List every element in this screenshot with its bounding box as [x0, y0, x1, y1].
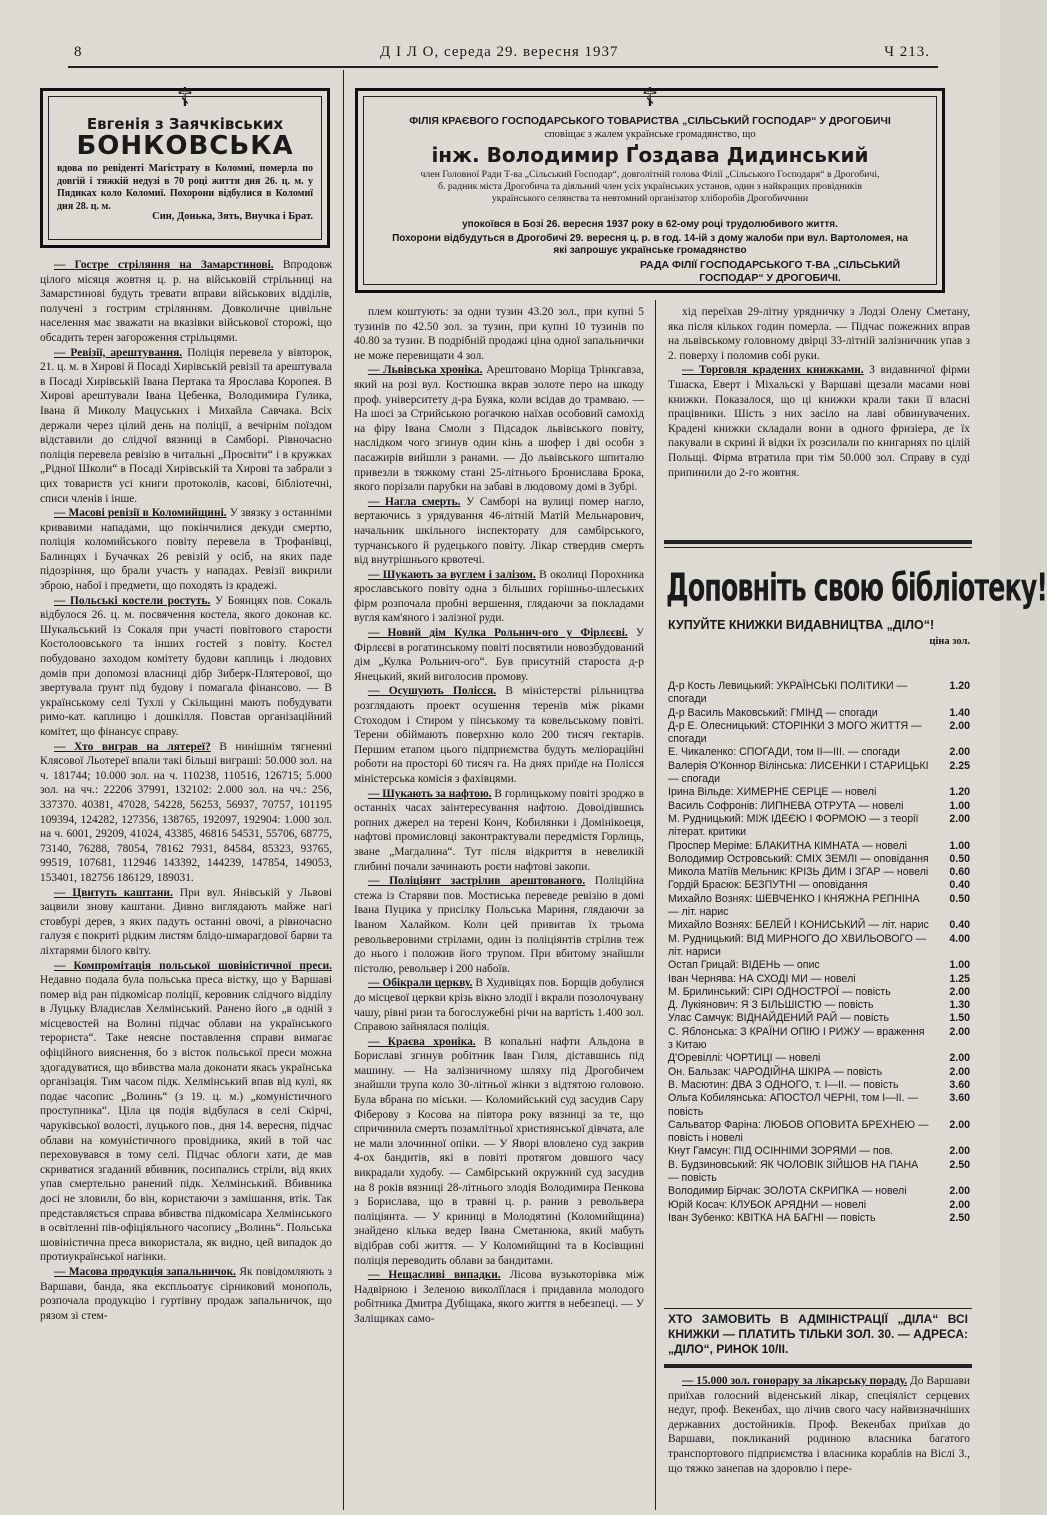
news-item: [354, 684, 644, 786]
masthead: Д І Л О,: [380, 44, 440, 60]
book-title: Іван Зубенко: КВІТКА НА БАГНІ — повість: [668, 1211, 876, 1224]
news-headline: — Краєва хроніка.: [368, 1035, 476, 1048]
news-body: Поліція перевела у вівторок, 21. ц. м. в Хирові й Посаді Хирівській ревізії та арештувала в Посаді Хирівській Івана Пертака та Ярослава Коропея. В Хирові арештували Івана Цебенка, Володимира Гулика, Івана й Миколу Мацуських і Михайла Савчака. Всіх держали через цілий день на поліції, а вечірнім поїздом відставили до слідчої вязниці в Самборі. Рівночасно поліція перевела ревізію в читальні „Просвіти“ і в кружках „Рідної Школи“ в Посаді Хирівській та Хирові та забрали з цих товариств усі книги протоколів, касові, бібліотечні, списи членів і інше.: [40, 346, 332, 505]
obituary-announce-line: сповіщає з жалем українське громадянство, що: [544, 129, 756, 140]
book-title: Улас Самчук: ВІДНАЙДЕНИЙ РАЙ — повість: [668, 1012, 889, 1025]
book-price: 2.00: [949, 1185, 970, 1198]
news-body: Поліційна стежа із Старяви пов. Мостиська переведе ревізію в домі Івана Пуцика у присілку Польська Мариня, глядаючи за Іваном Халайком. Коли цей привитав їх трьома револьверовими стрілами, один із поліціянтів стрілив теж до нього і положив його трупом. При вбитому знайшли пістолю, револьвер і 200 набоїв.: [354, 875, 644, 975]
book-price: 0.40: [949, 879, 970, 892]
obituary-signed: Син, Донька, Зять, Внучка і Брат.: [152, 211, 313, 222]
news-headline: — Осушують Полісся.: [368, 685, 497, 698]
news-column-2: [354, 305, 644, 1508]
book-entry: [668, 707, 970, 720]
ad-subtitle: КУПУЙТЕ КНИЖКИ ВИДАВНИЦТВА „ДІЛО“!: [668, 618, 935, 632]
news-body: Лісова вузькоторівка між Надвірною і Зеленою виколїїлася і придавила молодого робітника Дмитра Дубіщака, якого життя в небезпеці. — У Заліщиках само-: [354, 1269, 644, 1325]
news-body: В міністерстві рільництва розглядають проект осушення теренів між ріками Стоходом і Стиром у пінському та ковельському повіті. Терени обіймають поверхню коло 200 тисяч гектарів. Першим етапом цього підприємства будуть меліораційні роботи на просторі 60 тисяч га. На днях приїде на Полісся міністерська комісія з фахівцями.: [354, 685, 644, 785]
book-title: Валерія О'Коннор Вілінська: ЛИСЕНКИ І СТАРИЦЬКІ — спогади: [668, 759, 929, 786]
news-body: До Варшави приїхав голосний віденський лікар, спеціяліст серцевих недуг, проф. Векенбах, що лічив свого часу найвизначніших державних достойників. Проф. Векенбах приїхав до Варшави, покликаний родиною власника багатого транспортового підприємства і власника кораблів на Віслі З., що тяжко занепав на здоровлю і пере-: [668, 1375, 971, 1475]
news-headline: — Хто виграв на лятереї?: [54, 740, 211, 753]
news-item: [40, 886, 332, 959]
book-title: С. Яблонська: З КРАЇНИ ОПІЮ І РИЖУ — враження з Китаю: [668, 1025, 925, 1052]
book-title: Д-р Василь Маковський: ГМІНД — спогади: [668, 706, 878, 719]
book-entry: [668, 760, 970, 787]
news-headline: — Компромітація польської шовіністичної преси.: [54, 959, 332, 972]
page-number: 8: [74, 44, 83, 60]
news-headline: — Масова продукція запальничок.: [54, 1265, 236, 1278]
news-body: Арештовано Моріца Трінкгавза, який на розі вул. Костюшка вкрав золоте перо на шкоду проф. університету д-ра Буяка, коли всідав до трамваю. — На шосі за Стрийською рогачкою наїхав особовий самохід на фіру Івана Смоли з Підсадок львівського повіту, наслідком чого згинув один кінь а шофер і дві особи з пасажирів вийшли з ранами. — До львівського шпиталю привезли в тяжкому стані 25-літнього Бронислава Брока, якого порізали парубки на забаві в людовому домі в Зубрі.: [354, 364, 644, 494]
book-title: Кнут Гамсун: ПІД ОСІННІМИ ЗОРЯМИ — пов.: [668, 1145, 894, 1158]
news-body: хід переїхав 29-літну урядничку з Лодзі Олену Сметану, яка після кількох годин померла. — Підчас пожежних вправ на львівському головному двірці 33-літній залізничник упав з 2. поверху і поломив собі руки.: [668, 306, 970, 362]
news-body: Впродовж цілого місяця жовтня ц. р. на військовій стрільниці на Замарстинові будуть тревати вправи військових відділів, получені з гострим стрілянням. Довколичне цивільне населення має зважати на вказівки військової сторожі, що обсадить терен загороження стрільцями.: [40, 259, 332, 344]
obituary-biography: член Головної Ради Т-ва „Сільський Господар“, довголітній голова Філії „Сільського Господаря“ в Дрогобичі, б. радник міста Дрогобича та діяльний член усіх українських установ, один з найкращих провідників українського селянства та невтомний організатор хліборобів Дрогобиччини: [420, 169, 880, 204]
book-price: 2.00: [949, 1118, 970, 1131]
book-entry: [668, 973, 970, 986]
book-price: 1.20: [949, 680, 970, 692]
book-entry: [668, 959, 970, 972]
obituary-name-line2: БОНКОВСЬКА: [76, 131, 294, 161]
obituary-bonkovska: [40, 83, 330, 248]
obituary-deceased-name: інж. Володимир Ґоздава Дидинський: [431, 143, 869, 167]
book-entry: [668, 1145, 970, 1158]
news-item: [40, 594, 332, 740]
news-item: [40, 740, 332, 886]
obituary-name-line1: Евгенія з Заячківських: [86, 115, 284, 133]
column-rule-1: [343, 70, 344, 1510]
book-title: Михайло Вознях: ШЕВЧЕНКО І КНЯЖНА РЕПНІНА — літ. нарис: [668, 892, 920, 919]
book-price: 2.00: [949, 1052, 970, 1065]
news-item: [354, 305, 644, 363]
book-price: 1.25: [949, 972, 970, 985]
book-list: [668, 680, 970, 1225]
book-title: Сальватор Фаріна: ЛЮБОВ ОПОВИТА БРЕХНЕЮ — повість і новелі: [668, 1118, 929, 1145]
book-entry: [668, 813, 970, 840]
book-entry: [668, 1199, 970, 1212]
news-body: При вул. Янівській у Львові зацвили знову каштани. Дивно виглядають майже нагі стовбурі дерев, з яких падуть останні овочі, а рівночасно галузя є покриті рідким листям блідо-шмарагдової барви та ліхтарями білого квіту.: [40, 886, 333, 957]
book-price: 2.00: [949, 812, 970, 825]
issue-number: Ч 213.: [884, 44, 930, 60]
news-headline: — Польські костели ростуть.: [54, 594, 211, 607]
book-title: Он. Бальзак: ЧАРОДІЙНА ШКІРА — повість: [668, 1065, 883, 1078]
news-column-1: [40, 258, 332, 1508]
book-price: 3.60: [949, 1078, 970, 1091]
column-rule-2: [655, 300, 656, 1510]
news-body: В горлицькому повіті зроджо в останніх часах заінтересування нафтою. Довоідівшись ропних джерел на терені Конч, Кобилянки і Домінікоеця, нафтові промисловці законтрактували передмістя Горлиць, зване „Магдалина“. Тут після відкриття в невеликій глибині почали зачинають роєти нафтові закопи.: [354, 787, 644, 873]
book-entry: [668, 893, 970, 920]
masthead-date: [380, 44, 619, 61]
news-body: У звязку з останніми кривавими нападами, що покінчилися декуди смертю, поліція коломийського повіту перевела в Трофанівці, Балинцях і Бучачках 26 ревізій у осіб, на яких паде підозріння, що брали участь у нападах. Ревізії викрили зброю, набої і предмети, що походять із крадежі.: [40, 507, 332, 593]
book-title: Михайло Вознях: БЕЛЕЙ І КОНИСЬКИЙ — літ. нарис: [668, 919, 929, 932]
news-headline: — Поліціянт застрілив арештованого.: [368, 875, 586, 888]
book-title: М. Рудницький: ВІД МИРНОГО ДО ХВИЛЬОВОГО — літ. нариси: [668, 932, 927, 958]
book-entry: [668, 840, 970, 853]
obituary-text: вдова по ревіденті Магістрату в Коломиї, померла по довгій і тяжкій недузі в 70 році життя дня 26. ц. м. у Пядиках коло Коломиї. Похорони відбулися в Коломиї дня 28. ц. м.: [57, 163, 313, 212]
news-headline: — Львівська хроніка.: [368, 364, 483, 377]
book-price: 0.50: [949, 892, 970, 905]
news-headline: — Обікрали церкву.: [368, 977, 473, 990]
news-item: [668, 1374, 970, 1476]
book-title: Володимир Бірчак: ЗОЛОТА СКРИПКА — новелі: [668, 1185, 907, 1198]
book-title: Д. Лукіянович: Я З БІЛЬШІСТЮ — повість: [668, 999, 874, 1012]
news-item: [354, 1268, 644, 1326]
book-title: Остап Грицай: ВІДЕНЬ — опис: [668, 959, 820, 972]
news-item: [668, 305, 970, 363]
book-price: 2.00: [949, 985, 970, 998]
book-price: 3.60: [949, 1092, 970, 1105]
book-price: 1.20: [949, 786, 970, 799]
book-title: Е. Чикаленко: СПОГАДИ, том II—III. — спогади: [668, 746, 900, 759]
book-title: В. Будзиновський: ЯК ЧОЛОВІК ЗІЙШОВ НА ПАНА — повість: [668, 1158, 919, 1184]
news-item: [354, 495, 644, 568]
news-item: [354, 787, 644, 875]
book-entry: [668, 1092, 970, 1119]
book-price: 2.25: [949, 759, 970, 772]
ad-title: Доповніть свою бібліотеку!: [666, 566, 1047, 611]
book-entry: [668, 786, 970, 799]
news-headline: — Гостре стріляння на Замарстинові.: [54, 259, 274, 271]
obituary-dydynsky: [355, 83, 945, 293]
book-title: Проспер Меріме: БЛАКИТНА КІМНАТА — новелі: [668, 839, 908, 852]
book-entry: [668, 1026, 970, 1053]
book-price: 1.40: [949, 706, 970, 719]
news-body: З видавничої фірми Тшаска, Еверт і Міхальскі у Варшаві щезали масами нові книжки. Показалося, що ці книжки крали таки її власні працівники. Шість з них засіло на лаві обвинувачених. Крадені книжки складали вони в одного фризіера, де їх пакували в скрині й відки їх розсилали по книгарнях по цілій Польщі. Фірма втратила при тім 50.000 зол. Справу в суді припинили до 2-го жовтня.: [668, 364, 971, 479]
news-column-3-bottom: [668, 1374, 970, 1509]
news-item: [40, 1265, 332, 1323]
book-entry: [668, 1079, 970, 1092]
news-headline: — Цвитуть каштани.: [54, 886, 173, 899]
book-title: В. Масютин: ДВА З ОДНОГО, т. I—II. — повість: [668, 1078, 899, 1091]
ad-price-header: ціна зол.: [929, 636, 970, 647]
news-item: [40, 959, 332, 1265]
book-price: 1.00: [949, 799, 970, 812]
news-item: [354, 568, 644, 626]
issue-date: середа 29. вересня 1937: [443, 44, 619, 60]
obituary-org-line: ФІЛІЯ КРАЄВОГО ГОСПОДАРСЬКОГО ТОВАРИСТВА „СІЛЬСЬКИЙ ГОСПОДАР“ У ДРОГОБИЧІ: [409, 115, 891, 127]
book-price: 2.00: [949, 1065, 970, 1078]
news-item: [40, 506, 332, 594]
ad-footer: ХТО ЗАМОВИТЬ В АДМІНІСТРАЦІЇ „ДІЛА“ ВСІ КНИЖКИ — ПЛАТИТЬ ТІЛЬКИ ЗОЛ. 30. — АДРЕСА: „ДІЛО“, РИНОК 10/II.: [668, 1312, 968, 1356]
news-body: В нинішнім тягненні Клясової Льотереї впали такі більші виграші: 50.000 зол. на ч. 181744; 10.000 зол. на ч. 110238, 110516, 126715; 5.000 зол. на чч.: 22206 37991, 132102: 2.000 зол. на чч.: 256, 337370. 40381, 47028, 54228, 56253, 56937, 70757, 101195 109394, 124282, 127356, 138765, 192097, 192904: 1.000 зол. на ч. 6001, 29209, 41024, 43385, 46816 54531, 55706, 68775, 73140, 76288, 78054, 78162 7931, 84584, 85323, 93765, 99519, 107681, 112946 143392, 144239, 147854, 149053, 153401, 182756 186129, 189031.: [40, 740, 332, 884]
news-body: В копальні нафти Альдона в Бориславі згинув робітник Іван Гиля, діставшись під машину. — На залізничному шляху під Дрогобичем знайшли трупа коло 30-літньої жінки з відтятою головою. Була вбрана по міськи. — Коломийський суд засудив Сару Фіберову з Косова на півтора року вязниці за те, що спричинила смерть позамлітньої християнської дівчата, але не мали злочинної опіки. — У Яворі вловлено суд закрив 4-ох бандитів, які в повіті протягом довшого часу викрадали худобу. — Самбірський окружний суд засудив на 8 років вязниці 28-літнього злодія Володимира Пенкова з Борислава, що в травні ц. р. ранив з револьвера поліціянта. — У криниці в Молодятині (Коломийщина) знайдено кілька ведер Івана Сметанюка, який мабуть відібрав собі життя. — У Коломийщині та в Косівщині поліція переводить облави за бандитами.: [354, 1035, 645, 1267]
book-title: Микола Матіїв Мельник: КРІЗЬ ДИМ І ЗГАР — новелі: [668, 866, 929, 879]
news-item: [354, 626, 644, 684]
news-item: [354, 1035, 644, 1269]
book-title: Юрій Косач: КЛУБОК АРЯДНИ — новелі: [668, 1198, 867, 1211]
book-price: 1.30: [949, 999, 970, 1012]
news-headline: — Шукають за нафтою.: [368, 787, 492, 800]
news-column-3-top: [668, 305, 970, 535]
book-entry: [668, 1212, 970, 1225]
book-entry: [668, 866, 970, 879]
book-entry: [668, 1159, 970, 1186]
book-price: 0.50: [949, 852, 970, 865]
book-entry: [668, 999, 970, 1012]
book-price: 2.00: [949, 746, 970, 759]
obituary-funeral-line: Похорони відбудуться в Дрогобичі 29. вересня ц. р. в год. 14-ій з дому жалоби при вул. Вартоломея, на які запрошує українське громадянство: [392, 233, 908, 256]
news-headline: — Нагла смерть.: [368, 495, 461, 508]
news-headline: — Торговля крадених книжками.: [682, 364, 864, 377]
book-title: Ольга Кобилянська: АПОСТОЛ ЧЕРНІ, том I—II. — повість: [668, 1092, 919, 1118]
book-price: 0.40: [949, 919, 970, 932]
news-body: У Фірлєєві в рогатинському повіті посвятили новозбудований дім „Кулка Рольнич-ого“. Був присутній староста д-р Янецький, який виголосив промову.: [354, 627, 644, 683]
book-entry: [668, 853, 970, 866]
book-title: Ірина Вільде: ХИМЕРНЕ СЕРЦЕ — новелі: [668, 786, 877, 799]
book-price: 2.00: [949, 1198, 970, 1211]
news-headline: — Масові ревізії в Коломийщині.: [54, 507, 227, 520]
news-headline: — 15.000 зол. гонорару за лікарську пораду.: [682, 1375, 908, 1387]
book-entry: [668, 1185, 970, 1198]
book-price: 2.00: [949, 719, 970, 732]
book-entry: [668, 680, 970, 707]
book-price: 1.00: [949, 839, 970, 852]
book-price: 2.50: [949, 1211, 970, 1224]
book-title: Д-р Кость Левицький: УКРАЇНСЬКІ ПОЛІТИКИ — спогади: [668, 680, 908, 706]
book-title: М. Рудницький: МІЖ ІДЕЄЮ І ФОРМОЮ — з теорії літерат. критики: [668, 812, 919, 839]
book-price: 2.50: [949, 1158, 970, 1171]
book-entry: [668, 1066, 970, 1079]
news-body: У Самборі на вулиці помер нагло, вертаючись з урядування 46-літній Матій Мельнарович, начальник шкільного інспекторату для самбірського, турчанського й рудецького повіту. Лікар ствердив смерть від внутрішнього крвотечі.: [354, 495, 645, 567]
book-entry: [668, 933, 970, 960]
book-entry: [668, 1119, 970, 1146]
news-body: плем коштують: за одни тузин 43.20 зол., при купні 5 тузинів по 42.50 зол. за тузин, при купні 10 тузинів по 40.80 за тузин. В подрібній продажі ціна одної запальнички не може перевищати 4 зол.: [354, 306, 644, 362]
ad-rule-top: [664, 540, 972, 544]
header-rule: [68, 66, 938, 68]
book-title: Володимир Островський: СМІХ ЗЕМЛІ — оповідання: [668, 852, 929, 865]
news-headline: — Шукають за вуглем і залізом.: [368, 568, 536, 581]
book-entry: [668, 879, 970, 892]
book-title: Василь Софронів: ЛИПНЕВА ОТРУТА — новелі: [668, 799, 904, 812]
book-price: 2.00: [949, 1145, 970, 1158]
book-price: 0.60: [949, 866, 970, 879]
book-entry: [668, 919, 970, 932]
book-entry: [668, 986, 970, 999]
news-item: [40, 258, 332, 346]
news-item: [354, 363, 644, 494]
news-item: [40, 346, 332, 507]
news-item: [354, 874, 644, 976]
ad-rule-top-thin: [664, 547, 972, 548]
news-headline: — Ревізії, арештування.: [54, 346, 183, 359]
news-body: Як повідомляють з Варшави, банда, яка експльоатує сірниковий монополь, розпочала продукцію і гуртівну продаж запальничок, що рязом зі стем-: [40, 1265, 332, 1322]
ad-rule-bottom: [664, 1308, 972, 1309]
obituary-death-line: упокоївся в Бозі 26. вересня 1937 року в 62-ому році трудолюбивого життя.: [462, 219, 838, 230]
book-title: Іван Чернява: НА СХОДІ МИ — новелі: [668, 972, 856, 985]
book-entry: [668, 720, 970, 747]
book-price: 1.00: [949, 959, 970, 972]
book-entry: [668, 1012, 970, 1025]
orthodox-cross-icon: ☦: [641, 83, 659, 113]
news-body: У Боянцях пов. Сокаль відбулося 26. ц. м. посвячення костела, якого доконав кс. Шукальський із Сокаля при участі повітового старости Костолоовського та інших гостей з повіту. Костел побудовано заходом комітету будови каплиць і людових домів при допомозі власниці дібр Зиберк-Плятерової, що звертувала ґрунт під будову і помагала фінансово. — В українському селі Тухлі у Скільщині мають побудувати римо-кат. каплицю і дошкілля. Повстав організаційний комітет, що фінансує справу.: [40, 594, 332, 738]
book-title: М. Брилинський: СІРІ ОДНОСТРОЇ — повість: [668, 985, 891, 998]
book-price: 1.50: [949, 1012, 970, 1025]
book-title: Гордій Брасюк: БЕЗПУТНІ — оповідання: [668, 879, 868, 892]
news-item: [354, 976, 644, 1034]
news-headline: — Новий дім Кулка Рольнич-ого у Фірлєєві.: [368, 627, 628, 640]
page-header: [60, 44, 940, 68]
book-title: Д-р Е. Олесницький: СТОРІНКИ З МОГО ЖИТТЯ — спогади: [668, 719, 922, 746]
news-body: В околиці Порохника ярославського повіту одна з більших горішньо-шлеських фірм розпочала пробні вершення, глядаючи за покладами вугля кам'яного і залізної руди.: [354, 568, 644, 625]
book-entry: [668, 746, 970, 759]
book-price: 4.00: [949, 932, 970, 945]
book-entry: [668, 1052, 970, 1065]
ad-rule-end: [664, 1364, 972, 1368]
news-body: Недавно подала була польська преса вістку, що у Варшаві помер від ран підкомісар поліції, керовник слідчого відділу в Луцьку Владислав Хелмінський. Ранено його „в одній з місцевостей на Волині підчас облави на українського терориста“. Таке неясне поставлення справи вимагає офіційного вияснення, бо з вісток польської преси можна здогадуватися, що вбивства мала доконати якась українська організація. Тим часом підк. Хелмінський впав від кулі, як подає часопис „Волинь“ (з 19. ц. м.) „комуністичного проступника“. Ціла ця подія відбулася в селі Скірчі, чаруківської волості, луцького пов., дня 14. вересня, підчас облави на комуністичного провідника, який в той час переховувався в тому селі. Підчас облоги хати, де мав скриватися згаданий вбивник, посипались стріли, від яких упав смертельно ранений підк. Хелмінський. Вбивника досі не зловили, бо він, користаючи з замішання, втік. Так представляється справа вбивства підкомісара Хелмінського в освітленні пів-офіціяльного часопису „Волинь“. Польська шовіністична преса використала, як видно, цей випадок до протиукраїнської нагінки.: [40, 974, 332, 1264]
obituary-signed: РАДА ФІЛІЇ ГОСПОДАРСЬКОГО Т-ВА „СІЛЬСЬКИЙ ГОСПОДАР“ У ДРОГОБИЧІ.: [639, 259, 901, 284]
orthodox-cross-icon: ☦: [176, 83, 194, 113]
book-entry: [668, 800, 970, 813]
book-title: Д'Оревіллі: ЧОРТИЦІ — новелі: [668, 1052, 821, 1065]
news-headline: — Нещасливі випадки.: [368, 1269, 501, 1282]
news-body: В Худивіцях пов. Борщів добулися до місцевої церкви крізь вікно злодії і вкрали позолочувану чашу, рівні ризи та богослужебні річи на вартість 1.400 зол. Справою зайнялася поліція.: [354, 977, 644, 1034]
news-item: [668, 363, 970, 480]
book-price: 2.00: [949, 1025, 970, 1038]
